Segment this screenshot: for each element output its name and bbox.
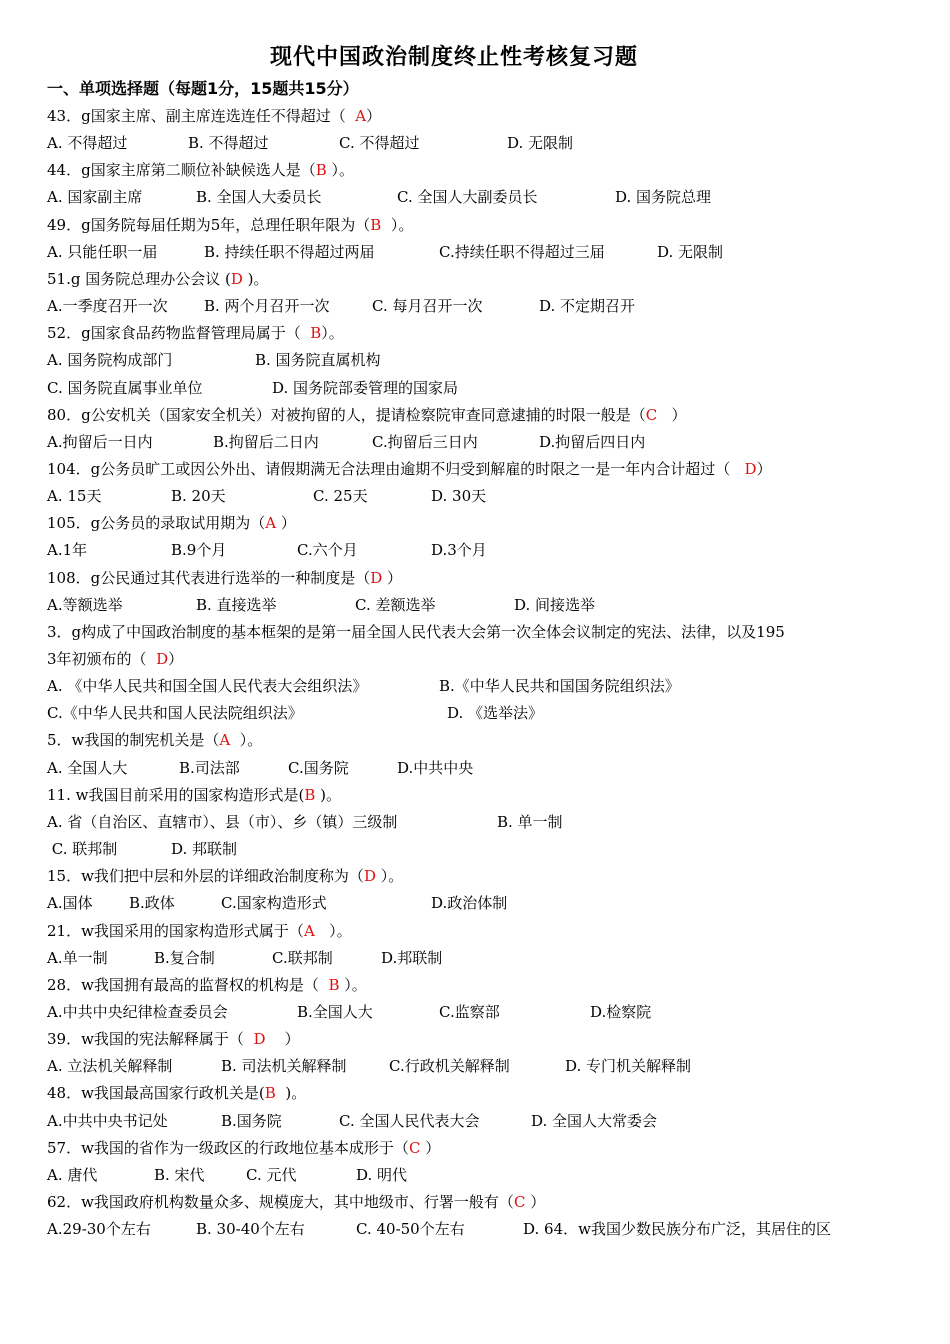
- option-text: D. 无限制: [507, 134, 574, 153]
- option-text: D. 间接选举: [514, 595, 596, 614]
- option-text: C.六个月: [297, 541, 358, 560]
- options-row: [47, 675, 907, 697]
- question-stem: 104．g公务员旷工或因公外出、请假期满无合法理由逾期不归受到解雇的时限之一是一年内合计超过（: [47, 459, 745, 478]
- answer-letter: C: [513, 1193, 526, 1211]
- question-text: [47, 512, 296, 534]
- options-row: [47, 485, 907, 507]
- answer-letter: C: [645, 405, 658, 424]
- question-tail: )。: [315, 785, 341, 804]
- options-row: [47, 132, 907, 154]
- option-text: C. 40-50个左右: [356, 1220, 465, 1239]
- options-row: [47, 702, 907, 724]
- option-text: A. 国家副主席: [47, 188, 143, 207]
- question-text: [47, 458, 772, 480]
- question-text: [47, 214, 413, 236]
- answer-letter: B: [315, 161, 327, 180]
- option-text: C. 元代: [246, 1165, 297, 1184]
- option-text: A.中共中央纪律检查委员会: [47, 1002, 228, 1021]
- option-text: C.行政机关解释制: [389, 1057, 510, 1076]
- option-text: C.监察部: [439, 1002, 500, 1021]
- options-row: [47, 1110, 907, 1132]
- question-text: [47, 159, 354, 181]
- option-text: D.检察院: [590, 1002, 652, 1021]
- option-text: C. 25天: [313, 487, 368, 506]
- option-text: D. 全国人大常委会: [531, 1111, 658, 1130]
- question-text: [47, 784, 341, 806]
- option-text: B. 司法机关解释制: [221, 1057, 347, 1076]
- question-stem: 21．w我国采用的国家构造形式属于（: [47, 921, 304, 940]
- option-text: A.等额选举: [47, 595, 123, 614]
- question-tail: ）: [366, 107, 382, 125]
- option-text: B. 直接选举: [196, 595, 277, 614]
- options-row: [47, 431, 907, 453]
- question-stem: 49．g国务院每届任期为5年，总理任职年限为（: [47, 215, 371, 234]
- option-text: A. 国务院构成部门: [47, 351, 173, 370]
- option-text: D.邦联制: [381, 948, 443, 967]
- options-row: [47, 594, 907, 616]
- question-tail: ）: [420, 1138, 441, 1157]
- option-text: C.国务院: [288, 758, 349, 777]
- question-stem: 62．w我国政府机构数量众多、规模庞大，其中地级市、行署一般有（: [47, 1193, 514, 1211]
- question-text: [47, 648, 183, 670]
- question-tail: )。: [275, 1084, 307, 1103]
- option-text: A. 只能任职一届: [47, 242, 158, 261]
- option-text: C.持续任职不得超过三届: [439, 242, 605, 261]
- answer-letter: A: [355, 107, 367, 125]
- option-text: D. 64．w我国少数民族分布广泛，其居住的区: [523, 1220, 831, 1239]
- option-text: A. 全国人大: [47, 758, 128, 777]
- options-row: [47, 539, 907, 561]
- option-text: A.29-30个左右: [47, 1220, 151, 1239]
- option-text: B.9个月: [171, 541, 227, 560]
- question-tail: ）。: [375, 867, 404, 886]
- option-text: D.政治体制: [431, 894, 508, 913]
- question-tail: ）。: [321, 324, 344, 343]
- options-row: [47, 757, 907, 779]
- question-text: [47, 865, 403, 887]
- option-text: D.3个月: [431, 541, 487, 560]
- option-text: A. 《中华人民共和国全国人民代表大会组织法》: [47, 677, 368, 696]
- answer-letter: D: [230, 269, 243, 288]
- option-text: B.拘留后二日内: [213, 432, 319, 451]
- option-text: B. 国务院直属机构: [255, 351, 381, 370]
- question-text: [47, 268, 269, 290]
- question-tail: ）。: [339, 975, 367, 994]
- question-stem: 11. w我国目前采用的国家构造形式是(: [47, 785, 305, 804]
- question-tail: ）。: [326, 161, 355, 180]
- answer-letter: B: [310, 324, 322, 343]
- question-text: [47, 920, 352, 942]
- option-text: D.中共中央: [397, 758, 474, 777]
- option-text: A. 不得超过: [47, 134, 128, 153]
- question-tail: ）: [265, 1030, 300, 1049]
- question-text: [47, 322, 344, 344]
- options-row: [47, 241, 907, 263]
- answer-letter: D: [253, 1030, 266, 1049]
- question-text: [47, 404, 687, 426]
- option-text: A.1年: [47, 541, 88, 560]
- question-tail: ）: [525, 1193, 546, 1211]
- question-stem: 43．g国家主席、副主席连选连任不得超过（: [47, 107, 356, 125]
- question-text: [47, 729, 262, 751]
- answer-letter: D: [156, 650, 169, 668]
- question-tail: ）: [657, 405, 687, 424]
- answer-letter: B: [328, 975, 340, 994]
- option-text: B. 30-40个左右: [196, 1220, 305, 1239]
- option-text: C. 差额选举: [355, 595, 436, 614]
- document-title: 现代中国政治制度终止性考核复习题: [269, 45, 638, 70]
- option-text: C.国家构造形式: [221, 894, 327, 913]
- question-tail: )。: [242, 269, 269, 288]
- question-text: [47, 621, 785, 643]
- question-stem: 51.g 国务院总理办公会议 (: [47, 269, 231, 288]
- option-text: A.拘留后一日内: [47, 432, 153, 451]
- option-text: C. 不得超过: [339, 134, 420, 153]
- question-text: [47, 1191, 545, 1213]
- option-text: B.全国人大: [297, 1002, 373, 1021]
- option-text: B.政体: [129, 894, 175, 913]
- options-row: [47, 838, 907, 860]
- options-row: [47, 1055, 907, 1077]
- option-text: C. 全国人大副委员长: [397, 188, 538, 207]
- option-text: C.《中华人民共和国人民法院组织法》: [47, 704, 303, 723]
- question-tail: ）。: [314, 921, 352, 940]
- option-text: B.复合制: [154, 948, 215, 967]
- option-text: A. 省（自治区、直辖市）、县（市）、乡（镇）三级制: [47, 812, 398, 831]
- option-text: D. 明代: [356, 1165, 408, 1184]
- question-stem: 48．w我国最高国家行政机关是(: [47, 1084, 265, 1103]
- question-stem: 44．g国家主席第二顺位补缺候选人是（: [47, 161, 316, 180]
- question-stem: 39．w我国的宪法解释属于（: [47, 1030, 254, 1049]
- option-text: B. 宋代: [154, 1165, 205, 1184]
- question-stem: 105．g公务员的录取试用期为（: [47, 514, 266, 533]
- answer-letter: B: [264, 1084, 276, 1103]
- answer-letter: B: [304, 785, 316, 804]
- answer-letter: A: [303, 921, 315, 940]
- question-text: [47, 1137, 440, 1159]
- question-stem: 28．w我国拥有最高的监督权的机构是（: [47, 975, 329, 994]
- options-row: [47, 186, 907, 208]
- option-text: B.《中华人民共和国国务院组织法》: [439, 677, 680, 696]
- option-text: A.国体: [47, 894, 93, 913]
- question-tail: ）。: [230, 731, 263, 750]
- option-text: B. 两个月召开一次: [204, 297, 330, 315]
- question-tail: ）: [382, 568, 403, 587]
- answer-letter: A: [265, 514, 277, 533]
- answer-letter: B: [370, 215, 382, 234]
- option-text: D. 专门机关解释制: [565, 1057, 692, 1076]
- option-text: C.联邦制: [272, 948, 333, 967]
- option-text: B.国务院: [221, 1111, 282, 1130]
- option-text: C.拘留后三日内: [372, 432, 478, 451]
- option-text: A.一季度召开一次: [47, 297, 168, 315]
- option-text: C. 每月召开一次: [372, 297, 483, 315]
- options-row: [47, 349, 907, 371]
- option-text: D. 30天: [431, 487, 487, 506]
- option-text: C. 国务院直属事业单位: [47, 378, 203, 397]
- question-tail: ）。: [381, 215, 414, 234]
- option-text: D. 不定期召开: [539, 297, 636, 315]
- option-text: B. 单一制: [497, 812, 563, 831]
- option-text: B. 持续任职不得超过两届: [204, 242, 375, 261]
- options-row: [47, 1164, 907, 1186]
- question-stem: 15．w我们把中层和外层的详细政治制度称为（: [47, 867, 364, 886]
- options-row: [47, 1218, 907, 1240]
- answer-letter: A: [219, 731, 231, 750]
- answer-letter: C: [408, 1138, 421, 1157]
- option-text: C. 全国人民代表大会: [339, 1111, 480, 1130]
- question-text: [47, 105, 381, 127]
- question-stem: 52．g国家食品药物监督管理局属于（: [47, 324, 311, 343]
- option-text: A. 立法机关解释制: [47, 1057, 173, 1076]
- question-stem: 108．g公民通过其代表进行选举的一种制度是（: [47, 568, 371, 587]
- option-text: B. 20天: [171, 487, 226, 506]
- option-text: A.中共中央书记处: [47, 1111, 168, 1130]
- question-stem: 3年初颁布的（: [47, 650, 157, 668]
- question-stem: 5．w我国的制宪机关是（: [47, 731, 220, 750]
- question-text: [47, 1028, 300, 1050]
- question-text: [47, 974, 367, 996]
- options-row: [47, 892, 907, 914]
- option-text: A. 唐代: [47, 1165, 98, 1184]
- question-stem: 57．w我国的省作为一级政区的行政地位基本成形于（: [47, 1138, 409, 1157]
- options-row: [47, 811, 907, 833]
- question-stem: 80．g公安机关（国家安全机关）对被拘留的人，提请检察院审查同意逮捕的时限一般是（: [47, 405, 646, 424]
- option-text: B. 不得超过: [188, 134, 269, 153]
- question-tail: ）: [276, 514, 296, 533]
- options-row: [47, 947, 907, 969]
- option-text: D. 邦联制: [171, 840, 238, 858]
- option-text: A.单一制: [47, 948, 108, 967]
- options-row: [47, 1001, 907, 1023]
- options-row: [47, 377, 907, 399]
- question-text: [47, 567, 402, 589]
- question-tail: ）: [756, 459, 772, 478]
- option-text: D. 《选举法》: [447, 704, 544, 723]
- question-text: [47, 1082, 306, 1104]
- question-tail: ）: [168, 650, 184, 668]
- answer-letter: D: [363, 867, 376, 886]
- option-text: D. 国务院总理: [615, 188, 712, 207]
- option-text: D.拘留后四日内: [539, 432, 646, 451]
- question-stem: 3．g构成了中国政治制度的基本框架的是第一届全国人民代表大会第一次全体会议制定的宪法、法律，以及195: [47, 622, 785, 641]
- answer-letter: D: [744, 459, 757, 478]
- option-text: B.司法部: [179, 758, 240, 777]
- section-heading: 一、单项选择题（每题1分，15题共15分）: [47, 79, 359, 98]
- option-text: D. 无限制: [657, 242, 724, 261]
- answer-letter: D: [370, 568, 383, 587]
- option-text: D. 国务院部委管理的国家局: [272, 378, 459, 397]
- option-text: C. 联邦制: [47, 840, 118, 858]
- options-row: [47, 295, 907, 317]
- option-text: B. 全国人大委员长: [196, 188, 322, 207]
- option-text: A. 15天: [47, 487, 102, 506]
